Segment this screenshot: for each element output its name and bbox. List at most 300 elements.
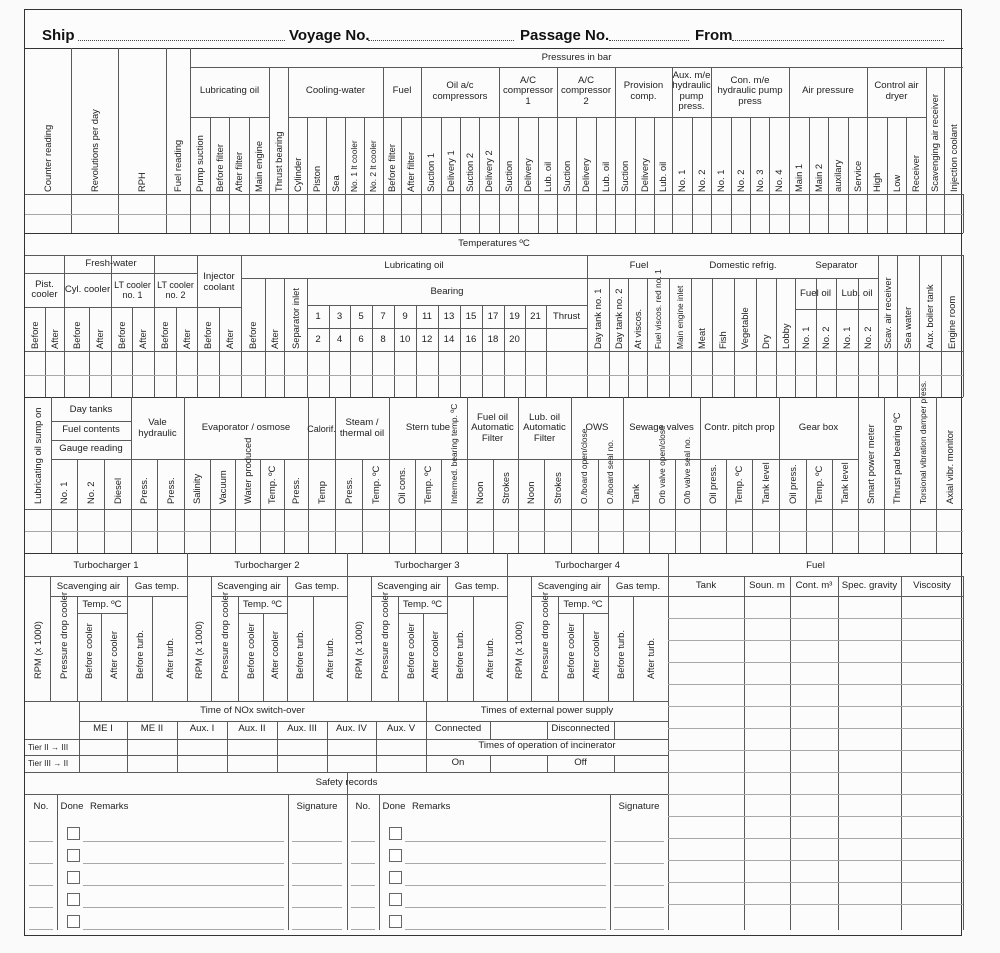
col-s1-cols-3: Main engine — [253, 140, 264, 192]
v-rule — [963, 255, 964, 397]
done-checkbox[interactable] — [389, 849, 402, 862]
label-s2-bear-bot-4: 10 — [399, 333, 411, 345]
label-s2-bear-top-5: 11 — [422, 311, 432, 323]
h-rule — [371, 596, 507, 597]
done-checkbox[interactable] — [67, 827, 80, 840]
label-s2-bear-bot-9: 20 — [509, 333, 520, 345]
h-rule — [531, 596, 668, 597]
label-s2-bear-top-3: 7 — [380, 311, 386, 323]
col-s2-sep-inlet: Separator inlet — [289, 288, 301, 349]
col-s1-cols-30: No. 4 — [773, 169, 784, 192]
label-s4-tc-2: Turbocharger 3 — [394, 559, 460, 571]
col-s2-fuel-cols-0: Day tank no. 1 — [592, 288, 603, 349]
col-s4-cols-1: Pressure drop cooler — [57, 591, 69, 679]
h-rule — [25, 307, 241, 308]
h-rule — [368, 40, 514, 41]
h-rule — [292, 885, 342, 886]
col-s1-counter: Counter reading — [42, 124, 53, 192]
col-s3-cols-26: Temp. ºC — [733, 465, 744, 504]
v-rule — [926, 194, 927, 233]
col-s4-cols-3: After cooler — [589, 631, 601, 679]
v-rule — [963, 576, 964, 930]
label-s1-groups-aux: Aux. m/e hydraulic pump press. — [672, 69, 711, 112]
label-s2-bearing: Bearing — [430, 286, 464, 298]
label-s4-tc-3: Turbocharger 4 — [554, 559, 621, 571]
col-s3-cols-21: O./board seal no. — [605, 439, 616, 504]
col-s3-cols-28: Oil press. — [786, 464, 798, 504]
col-s3-cols-18: Noon — [525, 481, 536, 504]
h-rule — [131, 459, 858, 460]
label-s3-evap: Evaporator / osmose — [201, 422, 291, 434]
col-s4-cols-4: Before turb. — [454, 630, 465, 679]
v-rule — [769, 194, 770, 233]
label-s6-no: No. — [33, 800, 49, 812]
col-s2-fuel-cols-1: Day tank no. 2 — [612, 288, 624, 349]
col-s2-before: Before — [202, 321, 213, 349]
col-s3-cols-13: Oil cons. — [396, 467, 407, 504]
col-s4-cols-2: Before cooler — [404, 623, 416, 679]
col-s3-cols-16: Noon — [474, 481, 485, 504]
label-s2-bear-bot-0: 2 — [315, 333, 321, 345]
v-rule — [416, 351, 417, 397]
v-rule — [329, 351, 330, 397]
col-s4-cols-5: After turb. — [163, 637, 175, 679]
col-s1-cols-10: Before filter — [386, 144, 397, 192]
col-s2-after: After — [268, 329, 280, 349]
label-s2-bear-top-10: 21 — [530, 311, 541, 323]
h-rule — [351, 863, 375, 864]
v-rule — [525, 351, 526, 397]
h-rule — [211, 596, 347, 597]
label-s4-fuel-title: Fuel — [806, 559, 825, 571]
label-s3-cpp: Contr. pitch prop — [704, 422, 775, 434]
col-s3-cols-27: Tank level — [759, 462, 771, 504]
label-s5-nox-cols-0: ME I — [93, 723, 113, 735]
label-s3-gauge: Gauge reading — [59, 443, 123, 455]
label-s2-lt1: LT cooler no. 1 — [114, 280, 151, 300]
col-s2-dom-cols-4: Lobby — [779, 323, 791, 349]
h-rule — [83, 885, 284, 886]
h-rule — [668, 618, 963, 619]
col-s1-cols-31: Main 1 — [793, 163, 804, 192]
col-s1-cols-33: auxilary — [832, 159, 843, 192]
label-s2-bear-top-2: 5 — [358, 311, 364, 323]
v-rule — [460, 351, 461, 397]
v-rule — [809, 194, 810, 233]
col-s4-cols-3: After cooler — [429, 631, 440, 679]
col-s2-sep-cols-1: No. 2 — [820, 326, 831, 349]
col-s4-cols-2: Before cooler — [83, 623, 94, 679]
label-s2-sep: Separator — [815, 260, 858, 272]
v-rule — [345, 194, 346, 233]
h-rule — [292, 863, 342, 864]
v-rule — [744, 576, 745, 930]
col-s2-before: Before — [70, 321, 82, 349]
label-s6-no: No. — [355, 800, 371, 812]
v-rule — [326, 194, 327, 233]
label-s5-ext: Times of external power supply — [480, 704, 614, 716]
v-rule — [499, 194, 500, 233]
h-rule — [668, 750, 963, 751]
h-rule — [668, 662, 963, 663]
v-rule — [347, 772, 348, 930]
col-s1-cols-39: Injection coolant — [947, 124, 959, 192]
col-s3-cols-0: No. 1 — [58, 481, 69, 504]
h-rule — [351, 841, 375, 842]
col-s2-after: After — [224, 329, 235, 349]
label-s2-bear-bot-1: 4 — [336, 333, 343, 345]
label-s5-nox-cols-4: Aux. III — [287, 723, 317, 735]
label-s6-done: Done — [382, 800, 406, 812]
col-s2-right-cols-1: Sea water — [902, 306, 913, 349]
col-s2-before: Before — [159, 321, 170, 349]
v-rule — [654, 194, 655, 233]
v-rule — [672, 194, 673, 233]
col-s3-cols-10: Temp — [315, 481, 327, 504]
h-rule — [288, 117, 926, 118]
col-s2-right-cols-2: Aux. boiler tank — [924, 284, 935, 349]
col-s2-before: Before — [29, 321, 40, 349]
h-rule — [405, 929, 606, 930]
col-s2-fuel-cols-2: At viscos. — [631, 308, 643, 349]
label-s2-bear-top-11: Thrust — [552, 311, 581, 323]
col-s3-cols-22: Tank — [630, 484, 641, 504]
v-rule — [576, 194, 577, 233]
done-checkbox[interactable] — [67, 893, 80, 906]
col-s1-cols-5: Cylinder — [291, 157, 303, 192]
v-rule — [692, 194, 693, 233]
v-rule — [790, 576, 791, 930]
h-rule — [25, 375, 963, 376]
header-header-ship: Ship — [42, 27, 75, 44]
col-s2-after: After — [137, 329, 148, 349]
v-rule — [789, 194, 790, 233]
done-checkbox[interactable] — [389, 827, 402, 840]
label-s4-gas: Gas temp. — [615, 580, 661, 592]
v-rule — [372, 351, 373, 397]
label-s2-bear-top-8: 17 — [487, 311, 499, 323]
label-s1-pressures-title: Pressures in bar — [541, 51, 612, 63]
label-s6-title: Safety records — [315, 776, 378, 788]
col-s1-cols-13: Delivery 1 — [444, 150, 456, 192]
h-rule — [83, 907, 284, 908]
col-s4-cols-4: Before turb. — [614, 630, 626, 679]
col-s1-cols-7: Sea — [329, 175, 341, 192]
col-s2-dom-cols-0: Meat — [695, 328, 707, 349]
v-rule — [350, 351, 351, 397]
col-s1-cols-35: High — [871, 172, 882, 192]
v-rule — [614, 755, 615, 772]
col-s4-cols-1: Pressure drop cooler — [218, 591, 230, 679]
col-s4-cols-4: Before turb. — [294, 630, 305, 679]
label-s5-nox-cols-2: Aux. I — [189, 723, 215, 735]
label-s4-tc-0: Turbocharger 1 — [73, 559, 139, 571]
col-s1-cols-9: No. 2 lt cooler — [368, 140, 379, 192]
label-s2-bear-top-6: 13 — [443, 311, 455, 323]
h-rule — [668, 640, 963, 641]
v-rule — [906, 194, 907, 233]
label-s1-groups-air: Air pressure — [802, 85, 854, 97]
header-header-passage: Passage No. — [520, 27, 610, 44]
h-rule — [405, 885, 606, 886]
h-rule — [614, 929, 664, 930]
done-checkbox[interactable] — [389, 893, 402, 906]
col-s1-cols-21: Lub. oil — [599, 161, 611, 192]
h-rule — [83, 863, 284, 864]
col-s1-cols-17: Delivery — [522, 158, 533, 192]
label-s4-temp: Temp. ºC — [402, 598, 443, 610]
col-s2-dom-cols-3: Dry — [760, 334, 771, 349]
h-rule — [668, 684, 963, 685]
label-s3-stern: Stern tube — [405, 422, 451, 434]
h-rule — [307, 328, 587, 329]
label-s4-gas: Gas temp. — [294, 580, 340, 592]
done-checkbox[interactable] — [67, 849, 80, 862]
label-s5-nox-cols-1: ME II — [140, 723, 164, 735]
label-s4-fuel-cols-1: Soun. m — [749, 580, 785, 592]
v-rule — [490, 755, 491, 772]
label-s1-groups-ac1: A/C compressor 1 — [502, 74, 554, 107]
col-s3-cols-17: Strokes — [499, 472, 511, 504]
col-s1-cols-27: No. 1 — [715, 169, 726, 192]
col-s1-cols-4: Thrust bearing — [272, 131, 284, 192]
col-s3-cols-20: O./board open/close — [579, 428, 590, 504]
col-s1-cols-0: Pump suction — [194, 135, 205, 192]
label-s4-gas: Gas temp. — [454, 580, 500, 592]
v-rule — [504, 351, 505, 397]
col-s3-cols-11: Press. — [342, 477, 354, 504]
h-rule — [25, 576, 963, 577]
v-rule — [441, 194, 442, 233]
h-rule — [405, 863, 606, 864]
label-s3-gear: Gear box — [798, 422, 839, 434]
label-s2-bear-bot-3: 8 — [380, 333, 386, 345]
h-rule — [351, 907, 375, 908]
label-s3-steam: Steam / thermal oil — [339, 417, 385, 439]
h-rule — [668, 772, 963, 773]
col-s3-cols-30: Tank level — [839, 462, 850, 504]
label-s3-sewage: Sewage valves — [629, 422, 694, 434]
h-rule — [668, 904, 963, 905]
label-s2-title: Temperatures ºC — [458, 237, 530, 249]
h-rule — [668, 794, 963, 795]
label-s3-ows: OWS — [585, 422, 609, 434]
label-s2-dom: Domestic refrig. — [709, 260, 777, 272]
col-s3-cols-23: Orb valve open/close — [656, 425, 667, 504]
col-s3-right-cols-1: Thrust pad bearing ºC — [891, 412, 902, 504]
label-s5-connected: Connected — [434, 723, 482, 735]
header-header-voyage: Voyage No. — [289, 27, 370, 44]
done-checkbox[interactable] — [67, 915, 80, 928]
label-s2-pist: Pist. cooler — [31, 278, 58, 300]
col-s4-cols-0: RPM (x 1000) — [353, 621, 364, 679]
col-s4-cols-0: RPM (x 1000) — [193, 621, 204, 679]
col-s1-cols-37: Receiver — [910, 155, 921, 192]
v-rule — [901, 576, 902, 930]
h-rule — [83, 841, 284, 842]
h-rule — [29, 841, 53, 842]
col-s2-before: Before — [115, 321, 127, 349]
col-s1-cols-32: Main 2 — [812, 163, 824, 192]
col-s1-cols-34: Service — [851, 160, 863, 192]
col-s1-rph: RPH — [136, 172, 147, 192]
label-s4-scav: Scavenging air — [217, 580, 281, 592]
label-s2-inj: Injector coolant — [203, 271, 235, 293]
col-s1-cols-6: Piston — [310, 165, 322, 192]
col-s2-dom-cols-2: Vegetable — [739, 307, 750, 349]
label-s4-scav: Scavenging air — [537, 580, 602, 592]
col-s2-fuel-cols-4: Main engine inlet — [674, 285, 685, 349]
h-rule — [50, 596, 187, 597]
v-rule — [596, 194, 597, 233]
v-rule — [518, 194, 519, 233]
col-s2-right-cols-0: Scav. air receiver — [881, 277, 893, 349]
label-s5-off: Off — [574, 757, 587, 769]
label-s5-nox-cols-6: Aux. V — [386, 723, 416, 735]
col-s3-cols-4: Press. — [164, 477, 176, 504]
col-s3-cols-12: Temp. ºC — [369, 465, 381, 504]
label-s2-sep-fuel: Fuel oil — [800, 287, 831, 299]
col-s1-cols-26: No. 2 — [695, 169, 707, 192]
label-s2-lub: Lubricating oil — [384, 260, 444, 272]
col-s1-cols-19: Suction — [560, 160, 572, 192]
label-s5-incin: Times of operation of incinerator — [478, 740, 616, 752]
h-rule — [83, 929, 284, 930]
label-s1-groups-oilac: Oil a/c compressors — [432, 80, 488, 102]
h-rule — [25, 194, 963, 195]
col-s4-cols-3: After cooler — [269, 631, 280, 679]
v-rule — [867, 194, 868, 233]
h-rule — [614, 885, 664, 886]
col-s1-cols-18: Lub. oil — [541, 161, 553, 192]
label-s6-done: Done — [60, 800, 84, 812]
label-s5-tier1: Tier II → III — [28, 742, 69, 752]
label-s3-vale: Vale hydraulic — [138, 417, 177, 439]
v-rule — [460, 194, 461, 233]
h-rule — [29, 929, 53, 930]
v-rule — [614, 721, 615, 739]
col-s1-cols-36: Low — [890, 174, 902, 192]
v-rule — [190, 194, 191, 233]
h-rule — [25, 509, 963, 510]
h-rule — [614, 841, 664, 842]
label-s4-scav: Scavenging air — [377, 580, 441, 592]
col-s3-cols-15: Intermed. bearing temp. ºC — [448, 403, 459, 504]
col-s3-cols-8: Temp. ºC — [266, 465, 277, 504]
col-s1-cols-20: Delivery — [580, 158, 591, 192]
col-s3-right-cols-0: Smart power meter — [865, 424, 876, 504]
h-rule — [25, 701, 668, 702]
v-rule — [249, 194, 250, 233]
label-s2-cyl: Cyl. cooler — [64, 283, 111, 295]
col-s3-right-cols-3: Axial vibr. monitor — [943, 430, 955, 504]
col-s3-cols-7: Water produced — [241, 437, 253, 504]
col-s3-cols-1: No. 2 — [84, 481, 96, 504]
label-s3-calorif: Calorif. — [307, 423, 336, 434]
v-rule — [229, 194, 230, 233]
col-s3-cols-19: Strokes — [551, 472, 563, 504]
col-s1-cols-1: Before filter — [213, 144, 225, 192]
label-s1-groups-prov: Provision comp. — [623, 80, 664, 102]
col-s4-cols-5: After turb. — [324, 637, 335, 679]
h-rule — [29, 907, 53, 908]
label-s5-nox-cols-5: Aux. IV — [336, 723, 367, 735]
v-rule — [887, 194, 888, 233]
h-rule — [241, 278, 587, 279]
label-s3-fuel-contents: Fuel contents — [62, 424, 120, 436]
v-rule — [307, 194, 308, 233]
v-rule — [438, 351, 439, 397]
label-s5-tier2: Tier III → II — [28, 758, 69, 768]
h-rule — [25, 397, 963, 398]
col-s3-lub-sump: Lubricating oil sump on — [32, 407, 43, 504]
done-checkbox[interactable] — [67, 871, 80, 884]
col-s1-cols-2: After filter — [233, 151, 244, 192]
col-s2-sep-cols-2: No. 1 — [841, 326, 852, 349]
h-rule — [668, 816, 963, 817]
h-rule — [292, 929, 342, 930]
label-s4-temp: Temp. ºC — [563, 598, 603, 610]
col-s1-cols-22: Suction — [619, 160, 630, 192]
col-s2-sep-cols-3: No. 2 — [862, 326, 873, 349]
col-s1-cols-23: Delivery — [638, 158, 650, 192]
v-rule — [750, 194, 751, 233]
v-rule — [394, 351, 395, 397]
col-s4-cols-4: Before turb. — [133, 630, 145, 679]
col-s4-cols-5: After turb. — [644, 637, 656, 679]
label-s4-fuel-cols-4: Viscosity — [913, 580, 951, 592]
v-rule — [557, 194, 558, 233]
v-rule — [421, 194, 422, 233]
done-checkbox[interactable] — [389, 871, 402, 884]
h-rule — [614, 907, 664, 908]
h-rule — [25, 351, 963, 352]
col-s3-cols-25: Oil press. — [707, 464, 718, 504]
v-rule — [364, 194, 365, 233]
done-checkbox[interactable] — [389, 915, 402, 928]
h-rule — [668, 838, 963, 839]
label-s2-bear-top-4: 9 — [402, 311, 408, 323]
v-rule — [944, 194, 945, 233]
v-rule — [490, 721, 491, 739]
col-s2-sep-cols-0: No. 1 — [799, 326, 811, 349]
col-s3-cols-6: Vacuum — [216, 470, 228, 504]
h-rule — [614, 863, 664, 864]
col-s1-cols-28: No. 2 — [734, 169, 746, 192]
col-s3-cols-24: O/b valve seal no. — [682, 436, 693, 504]
h-rule — [668, 860, 963, 861]
col-s1-cols-25: No. 1 — [676, 169, 687, 192]
label-s6-signature: Signature — [296, 800, 338, 812]
col-s4-cols-5: After turb. — [484, 637, 495, 679]
col-s3-cols-3: Press. — [138, 477, 149, 504]
label-s1-groups-ac2: A/C compressor 2 — [560, 74, 612, 107]
label-s5-nox-cols-3: Aux. II — [238, 723, 266, 735]
col-s1-cols-14: Suction 2 — [463, 152, 475, 192]
col-s3-cols-29: Temp. ºC — [813, 465, 824, 504]
col-s1-cols-12: Suction 1 — [425, 152, 436, 192]
col-s1-cols-11: After filter — [405, 151, 416, 192]
label-s2-bear-bot-7: 16 — [465, 333, 477, 345]
h-rule — [307, 305, 587, 306]
label-s2-bear-bot-5: 12 — [421, 333, 433, 345]
engine-log-sheet — [24, 9, 962, 936]
h-rule — [29, 885, 53, 886]
col-s2-before: Before — [247, 321, 258, 349]
label-s2-bear-bot-6: 14 — [443, 333, 455, 345]
col-s4-cols-3: After cooler — [108, 631, 119, 679]
col-s4-cols-1: Pressure drop cooler — [538, 591, 550, 679]
